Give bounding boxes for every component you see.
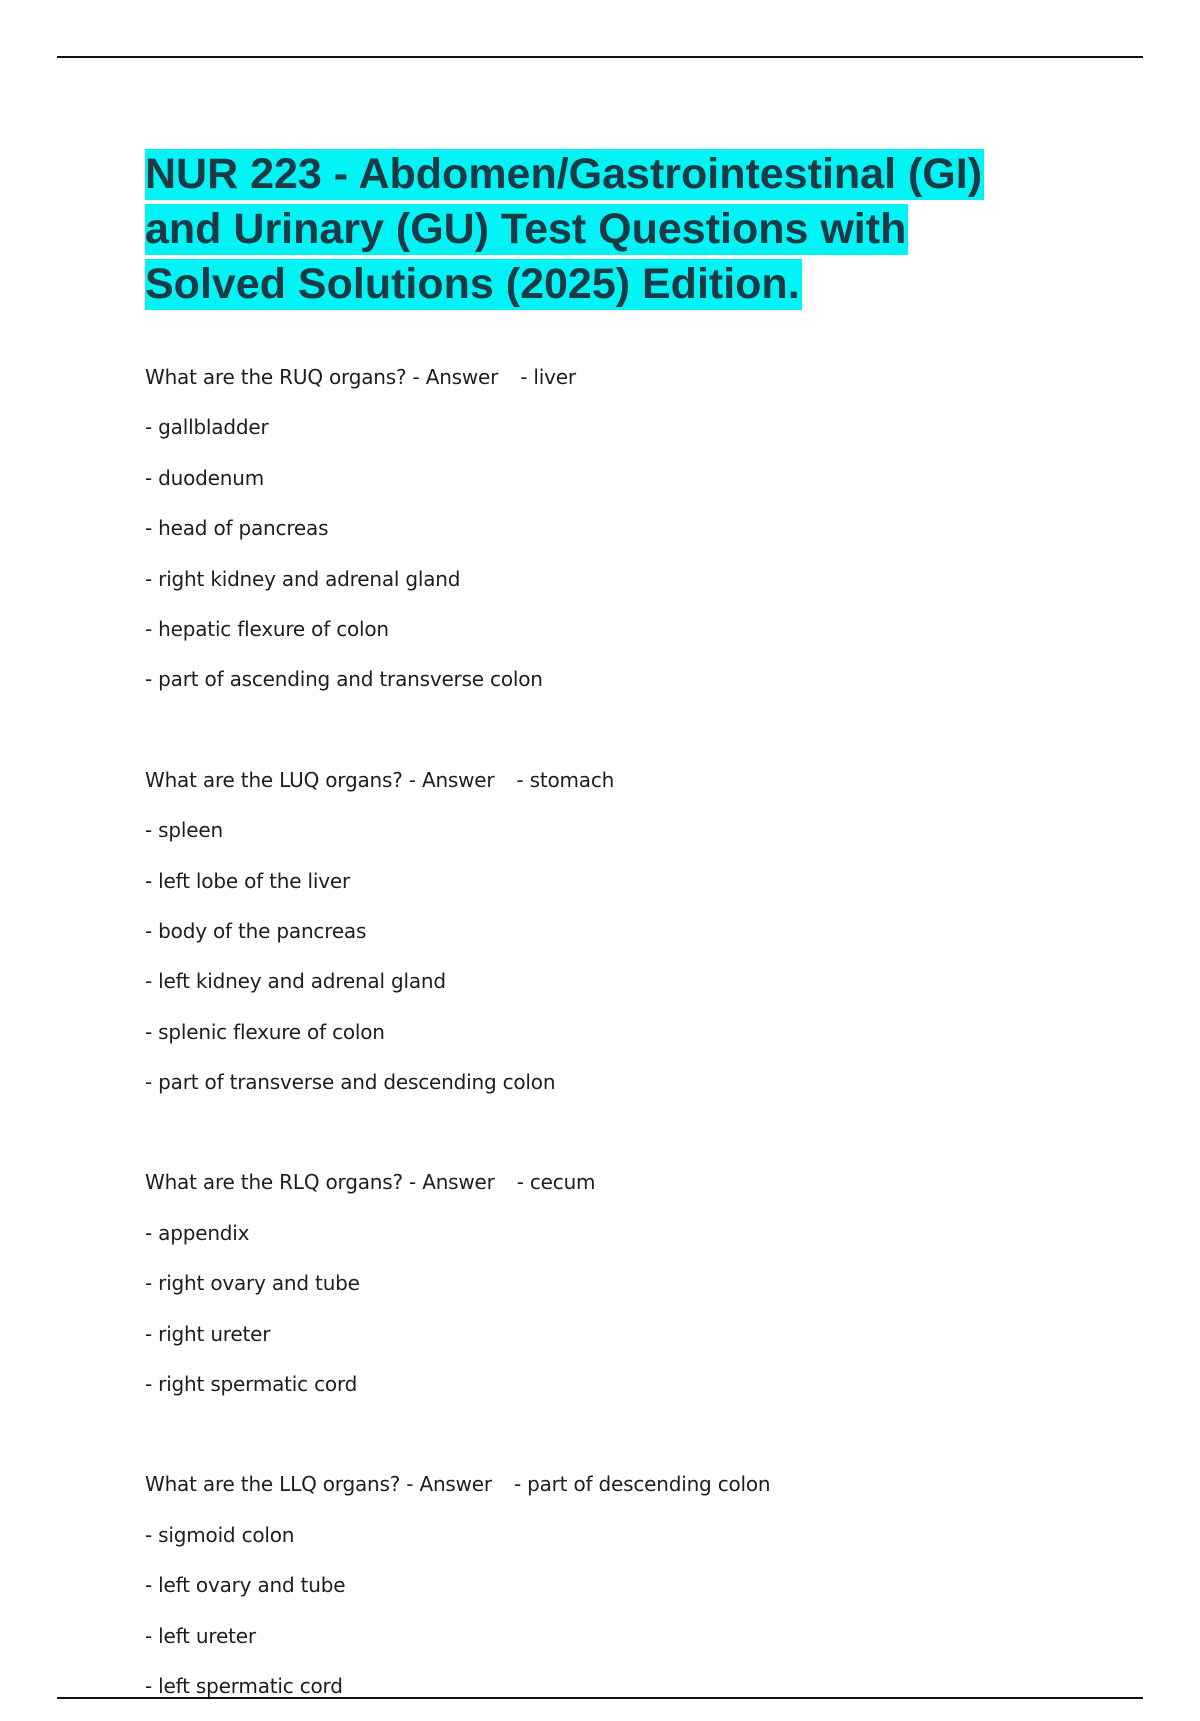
qa-list: [145, 362, 1095, 1721]
qa-spacer: [145, 1117, 1095, 1167]
document-title: [145, 147, 1005, 312]
qa-block: [145, 362, 1095, 715]
answer-item: - left lobe of the liver: [145, 868, 350, 893]
title-block: [145, 147, 1005, 312]
answer-item: - hepatic flexure of colon: [145, 616, 389, 641]
answer-item: - stomach: [516, 767, 615, 792]
question-line: [145, 765, 1095, 815]
header-rule: [57, 56, 1143, 58]
question-text: What are the LLQ organs? - Answer: [145, 1472, 492, 1497]
question-line: [145, 1167, 1095, 1217]
answer-item: - spleen: [145, 818, 223, 843]
answer-item: - right spermatic cord: [145, 1372, 358, 1397]
question-text: What are the LUQ organs? - Answer: [145, 767, 495, 792]
answer-item: - left spermatic cord: [145, 1673, 343, 1698]
answer-item: - head of pancreas: [145, 516, 329, 541]
answer-item: - left ovary and tube: [145, 1573, 346, 1598]
qa-spacer: [145, 1419, 1095, 1469]
question-text: What are the RLQ organs? - Answer: [145, 1170, 495, 1195]
question-line: [145, 1469, 1095, 1519]
answer-item: - left ureter: [145, 1623, 256, 1648]
answer-item: - part of transverse and descending colon: [145, 1070, 556, 1095]
qa-block: [145, 1167, 1095, 1419]
question-line: [145, 362, 1095, 412]
answer-item: - appendix: [145, 1220, 250, 1245]
title-highlight: NUR 223 - Abdomen/Gastrointestinal (GI) and Urinary (GU) Test Questions with Solved Solutions (2025) Edition.: [145, 150, 983, 308]
answer-item: - right ureter: [145, 1321, 271, 1346]
answer-item: - cecum: [516, 1170, 596, 1195]
question-text: What are the RUQ organs? - Answer: [145, 365, 499, 389]
footer-rule: [57, 1697, 1143, 1699]
answer-item: - duodenum: [145, 465, 265, 490]
qa-block: [145, 1469, 1095, 1721]
answer-item: - right ovary and tube: [145, 1271, 360, 1296]
answer-item: - left kidney and adrenal gland: [145, 969, 446, 994]
answer-item: - sigmoid colon: [145, 1522, 295, 1547]
answer-item: - right kidney and adrenal gland: [145, 566, 461, 591]
answer-item: - body of the pancreas: [145, 918, 367, 943]
answer-item: - gallbladder: [145, 415, 269, 440]
answer-item: - liver: [520, 365, 576, 389]
answer-item: - splenic flexure of colon: [145, 1019, 385, 1044]
qa-block: [145, 765, 1095, 1118]
answer-item: - part of descending colon: [513, 1472, 771, 1497]
qa-spacer: [145, 715, 1095, 765]
answer-item: - part of ascending and transverse colon: [145, 667, 543, 692]
